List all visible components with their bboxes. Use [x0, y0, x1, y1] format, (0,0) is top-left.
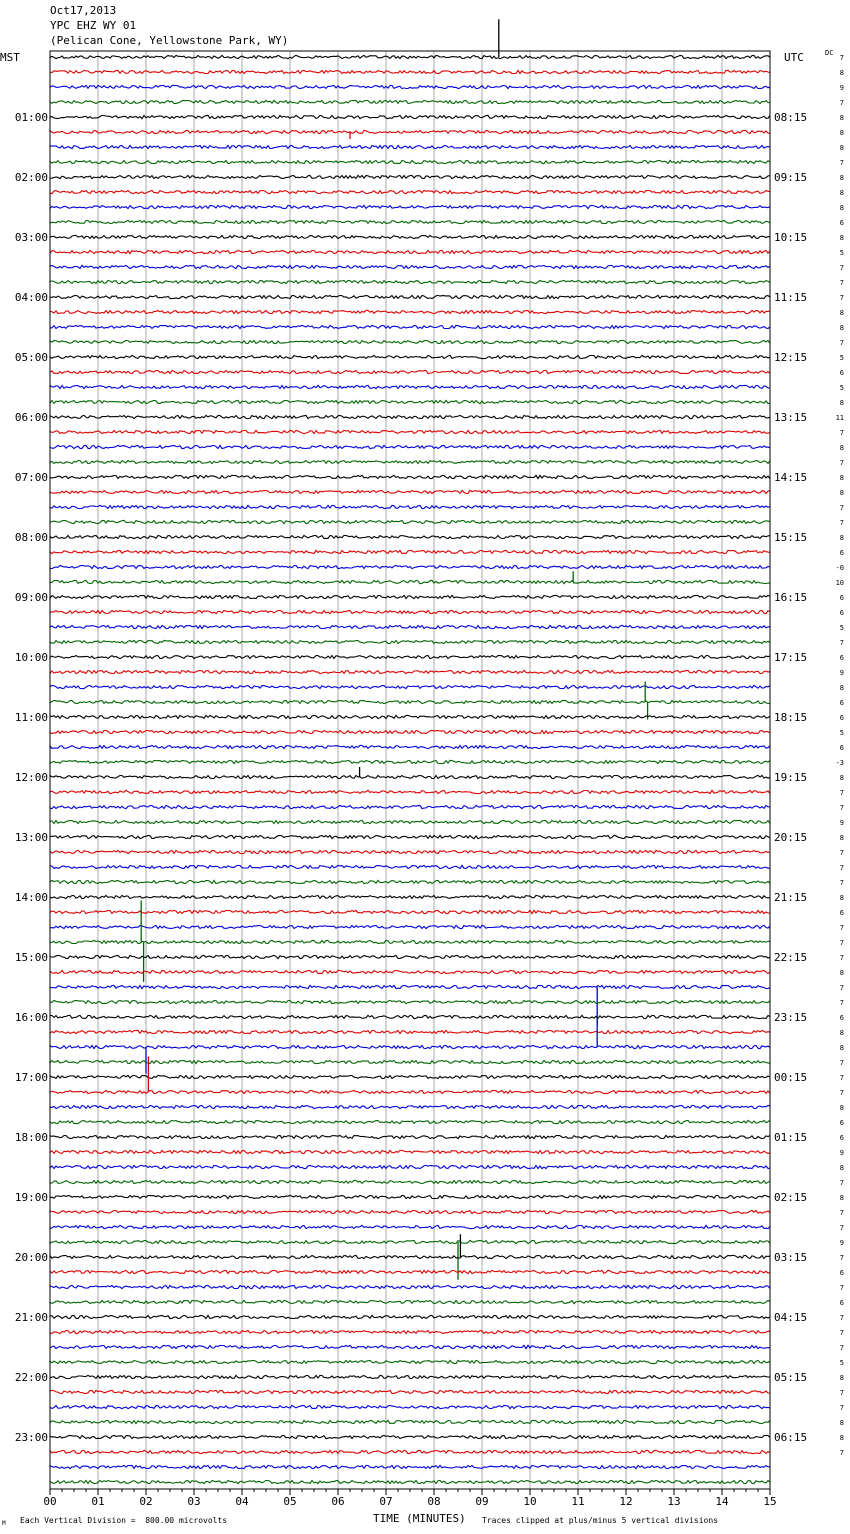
right-hour-label: 02:15	[774, 1191, 808, 1204]
left-hour-label: 23:00	[14, 1431, 48, 1444]
left-hour-label: 05:00	[14, 351, 48, 364]
trace-row	[50, 85, 770, 88]
x-tick-label: 12	[619, 1495, 633, 1508]
dc-offset-header: DC	[825, 49, 834, 57]
left-hour-label: 19:00	[14, 1191, 48, 1204]
dc-offset-value: 7	[839, 1404, 844, 1412]
trace-row	[50, 760, 770, 763]
right-hour-label: 18:15	[774, 711, 808, 724]
dc-offset-value: 6	[839, 1014, 844, 1022]
right-hour-label: 20:15	[774, 831, 808, 844]
trace-row	[50, 190, 770, 193]
x-axis-ticks	[50, 1489, 770, 1495]
right-hour-label: 05:15	[774, 1371, 808, 1384]
trace-row	[50, 1405, 770, 1408]
dc-offset-value: 8	[839, 1164, 844, 1172]
trace-row	[50, 1255, 770, 1258]
trace-row	[50, 1465, 770, 1468]
dc-offset-value: 8	[839, 1029, 844, 1037]
x-tick-label: 05	[283, 1495, 297, 1508]
dc-offset-value: 7	[839, 1224, 844, 1232]
trace-row	[50, 1315, 770, 1318]
left-hour-label: 21:00	[14, 1311, 48, 1324]
left-hour-label: 02:00	[14, 171, 48, 184]
trace-row	[50, 1345, 770, 1348]
trace-row	[50, 1000, 770, 1003]
right-hour-label: 09:15	[774, 171, 808, 184]
trace-row	[50, 925, 770, 928]
x-tick-label: 08	[427, 1495, 441, 1508]
dc-offset-value: 8	[839, 189, 844, 197]
trace-row	[50, 820, 770, 823]
trace-row	[50, 235, 770, 238]
trace-row	[50, 640, 770, 643]
dc-offset-value: 5	[839, 1359, 844, 1367]
dc-offset-value: 8	[839, 1044, 844, 1052]
dc-offset-value: 8	[839, 204, 844, 212]
trace-row	[50, 1180, 770, 1183]
trace-row	[50, 1450, 770, 1453]
dc-offset-value: 7	[839, 1179, 844, 1187]
trace-row	[50, 895, 770, 898]
dc-offset-value: 7	[839, 864, 844, 872]
left-timezone-label: MST	[0, 51, 20, 64]
vertical-scale-note: Each Vertical Division = 800.00 microvolts	[20, 1516, 228, 1525]
dc-offset-value: 7	[839, 519, 844, 527]
right-hour-label: 06:15	[774, 1431, 808, 1444]
dc-offset-value: 7	[839, 804, 844, 812]
dc-offset-value: 8	[839, 894, 844, 902]
dc-offset-value: 6	[839, 909, 844, 917]
corner-mark: M	[2, 1520, 6, 1527]
trace-row	[50, 325, 770, 328]
trace-row	[50, 730, 770, 733]
dc-offset-value: 6	[839, 654, 844, 662]
trace-row	[50, 1015, 770, 1018]
dc-offset-value: 7	[839, 264, 844, 272]
trace-row	[50, 460, 770, 463]
trace-row	[50, 1420, 770, 1423]
trace-row	[50, 280, 770, 283]
trace-row	[50, 295, 770, 298]
left-hour-label: 22:00	[14, 1371, 48, 1384]
trace-row	[50, 1240, 770, 1243]
dc-offset-value: 8	[839, 1194, 844, 1202]
right-hour-label: 03:15	[774, 1251, 808, 1264]
dc-offset-value: 5	[839, 354, 844, 362]
x-tick-label: 13	[667, 1495, 681, 1508]
right-hour-label: 23:15	[774, 1011, 808, 1024]
x-tick-label: 14	[715, 1495, 729, 1508]
dc-offset-value: 7	[839, 939, 844, 947]
trace-row	[50, 850, 770, 853]
trace-row	[50, 805, 770, 808]
right-timezone-label: UTC	[784, 51, 804, 64]
seismic-traces	[50, 19, 770, 1483]
dc-offset-value: 7	[839, 1389, 844, 1397]
left-hour-label: 07:00	[14, 471, 48, 484]
left-hour-label: 16:00	[14, 1011, 48, 1024]
right-hour-label: 16:15	[774, 591, 808, 604]
trace-row	[50, 385, 770, 388]
dc-offset-value: 9	[839, 669, 844, 677]
trace-row	[50, 565, 770, 568]
trace-row	[50, 1390, 770, 1393]
dc-offset-value: 7	[839, 429, 844, 437]
right-hour-label: 15:15	[774, 531, 808, 544]
trace-row	[50, 1330, 770, 1333]
dc-offset-value: 7	[839, 1449, 844, 1457]
x-tick-label: 04	[235, 1495, 249, 1508]
x-tick-label: 09	[475, 1495, 489, 1508]
right-hour-label: 19:15	[774, 771, 808, 784]
left-hour-label: 18:00	[14, 1131, 48, 1144]
dc-offset-value: 9	[839, 84, 844, 92]
x-axis-title: TIME (MINUTES)	[373, 1512, 466, 1525]
right-hour-label: 04:15	[774, 1311, 808, 1324]
dc-offset-value: 7	[839, 954, 844, 962]
trace-row	[50, 205, 770, 208]
dc-offset-value: 7	[839, 789, 844, 797]
dc-offset-value: 7	[839, 924, 844, 932]
x-tick-label: 10	[523, 1495, 537, 1508]
dc-offset-value: 8	[839, 834, 844, 842]
trace-row	[50, 1091, 770, 1094]
trace-row	[50, 775, 770, 778]
trace-row	[50, 715, 770, 718]
trace-row	[50, 1360, 770, 1363]
dc-offset-value: 7	[839, 99, 844, 107]
trace-row	[50, 1045, 770, 1048]
dc-offset-value: 7	[839, 279, 844, 287]
dc-offset-value: 8	[839, 474, 844, 482]
trace-row	[50, 520, 770, 523]
dc-offset-value: 7	[839, 1254, 844, 1262]
trace-row	[50, 70, 770, 73]
trace-row	[50, 1435, 770, 1438]
trace-row	[50, 910, 770, 913]
dc-offset-value: 7	[839, 984, 844, 992]
clip-note: Traces clipped at plus/minus 5 vertical divisions	[482, 1516, 719, 1525]
trace-row	[50, 940, 770, 943]
trace-row	[50, 610, 770, 613]
trace-row	[50, 55, 770, 58]
trace-row	[50, 1060, 770, 1063]
dc-offset-value: 6	[839, 219, 844, 227]
dc-offset-value: 9	[839, 819, 844, 827]
right-hour-label: 17:15	[774, 651, 808, 664]
x-tick-label: 02	[139, 1495, 153, 1508]
trace-row	[50, 340, 770, 343]
left-hour-label: 13:00	[14, 831, 48, 844]
trace-row	[50, 355, 770, 358]
dc-offset-value: 8	[839, 1434, 844, 1442]
trace-row	[50, 700, 770, 703]
trace-row	[50, 1120, 770, 1123]
dc-offset-value: -0	[835, 564, 844, 572]
trace-row	[50, 580, 770, 583]
dc-offset-value: 7	[839, 54, 844, 62]
trace-row	[50, 370, 770, 373]
trace-row	[50, 685, 770, 688]
right-hour-label: 00:15	[774, 1071, 808, 1084]
trace-row	[50, 1225, 770, 1228]
x-tick-label: 06	[331, 1495, 345, 1508]
trace-row	[50, 445, 770, 448]
chart-date: Oct17,2013	[50, 4, 117, 17]
left-hour-label: 03:00	[14, 231, 48, 244]
dc-offset-value: 7	[839, 294, 844, 302]
trace-row	[50, 670, 770, 673]
trace-row	[50, 880, 770, 883]
dc-offset-value: 7	[839, 1284, 844, 1292]
dc-offset-value: 7	[839, 504, 844, 512]
trace-row	[50, 160, 770, 163]
trace-row	[50, 1210, 770, 1213]
left-hour-label: 04:00	[14, 291, 48, 304]
dc-offset-value: 8	[839, 1419, 844, 1427]
left-hour-label: 09:00	[14, 591, 48, 604]
dc-offset-value: -3	[835, 759, 844, 767]
dc-offset-value: 7	[839, 1059, 844, 1067]
dc-offset-value: 8	[839, 534, 844, 542]
dc-offset-value: 6	[839, 744, 844, 752]
dc-offset-value: 7	[839, 849, 844, 857]
dc-offset-value: 7	[839, 1344, 844, 1352]
dc-offset-value: 11	[835, 414, 844, 422]
dc-offset-value: 8	[839, 69, 844, 77]
trace-row	[50, 100, 770, 103]
dc-offset-value: 5	[839, 624, 844, 632]
trace-row	[50, 1135, 770, 1138]
dc-offset-value: 5	[839, 384, 844, 392]
trace-row	[50, 415, 770, 418]
dc-offset-value: 8	[839, 174, 844, 182]
trace-row	[50, 430, 770, 433]
x-tick-label: 03	[187, 1495, 201, 1508]
right-hour-label: 21:15	[774, 891, 808, 904]
trace-row	[50, 835, 770, 838]
trace-row	[50, 475, 770, 478]
left-hour-label: 14:00	[14, 891, 48, 904]
dc-offset-value: 8	[839, 444, 844, 452]
station-location: (Pelican Cone, Yellowstone Park, WY)	[50, 34, 289, 47]
dc-offset-value: 8	[839, 1374, 844, 1382]
dc-offset-value: 8	[839, 969, 844, 977]
trace-row	[50, 400, 770, 403]
trace-row	[50, 1480, 770, 1483]
trace-row	[50, 145, 770, 148]
left-hour-label: 08:00	[14, 531, 48, 544]
right-hour-label: 12:15	[774, 351, 808, 364]
left-hour-label: 17:00	[14, 1071, 48, 1084]
trace-row	[50, 1075, 770, 1078]
left-hour-label: 06:00	[14, 411, 48, 424]
trace-row	[50, 175, 770, 178]
dc-offset-value: 6	[839, 549, 844, 557]
station-title: YPC EHZ WY 01	[50, 19, 137, 32]
dc-offset-value: 8	[839, 309, 844, 317]
dc-offset-value: 7	[839, 1329, 844, 1337]
right-hour-label: 14:15	[774, 471, 808, 484]
dc-offset-value: 8	[839, 144, 844, 152]
dc-offset-value: 8	[839, 774, 844, 782]
dc-offset-value: 9	[839, 1149, 844, 1157]
dc-offset-value: 7	[839, 639, 844, 647]
dc-offset-value: 7	[839, 459, 844, 467]
trace-row	[50, 985, 770, 988]
left-hour-label: 01:00	[14, 111, 48, 124]
trace-row	[50, 656, 770, 659]
right-hour-label: 08:15	[774, 111, 808, 124]
trace-row	[50, 130, 770, 133]
trace-row	[50, 1030, 770, 1033]
right-hour-label: 13:15	[774, 411, 808, 424]
left-hour-label: 10:00	[14, 651, 48, 664]
trace-row	[50, 625, 770, 628]
x-tick-label: 11	[571, 1495, 585, 1508]
dc-offset-value: 6	[839, 699, 844, 707]
trace-row	[50, 1285, 770, 1288]
x-tick-label: 07	[379, 1495, 393, 1508]
trace-row	[50, 1375, 770, 1378]
dc-offset-value: 8	[839, 1104, 844, 1112]
left-hour-label: 11:00	[14, 711, 48, 724]
dc-offset-value: 6	[839, 714, 844, 722]
trace-row	[50, 955, 770, 958]
trace-row	[50, 745, 770, 748]
dc-offset-value: 10	[835, 579, 844, 587]
left-hour-label: 12:00	[14, 771, 48, 784]
dc-offset-value: 6	[839, 1134, 844, 1142]
dc-offset-value: 6	[839, 594, 844, 602]
right-hour-label: 10:15	[774, 231, 808, 244]
trace-row	[50, 310, 770, 313]
trace-row	[50, 220, 770, 223]
trace-row	[50, 505, 770, 508]
trace-row	[50, 115, 770, 118]
dc-offset-value: 8	[839, 129, 844, 137]
left-hour-label: 15:00	[14, 951, 48, 964]
dc-offset-value: 7	[839, 1074, 844, 1082]
dc-offset-value: 7	[839, 1314, 844, 1322]
dc-offset-value: 7	[839, 339, 844, 347]
left-hour-label: 20:00	[14, 1251, 48, 1264]
dc-offset-value: 6	[839, 609, 844, 617]
dc-offset-value: 6	[839, 1119, 844, 1127]
dc-offset-value: 9	[839, 1239, 844, 1247]
dc-offset-value: 7	[839, 1089, 844, 1097]
dc-offset-value: 8	[839, 114, 844, 122]
x-tick-label: 15	[763, 1495, 777, 1508]
trace-row	[50, 1105, 770, 1108]
right-hour-label: 11:15	[774, 291, 808, 304]
dc-offset-value: 7	[839, 999, 844, 1007]
trace-row	[50, 1195, 770, 1198]
dc-offset-value: 8	[839, 324, 844, 332]
x-tick-label: 00	[43, 1495, 57, 1508]
dc-offset-value: 8	[839, 684, 844, 692]
dc-offset-value: 6	[839, 369, 844, 377]
dc-offset-value: 5	[839, 249, 844, 257]
dc-offset-value: 5	[839, 729, 844, 737]
trace-row	[50, 1150, 770, 1153]
trace-row	[50, 970, 770, 973]
trace-row	[50, 1165, 770, 1168]
trace-row	[50, 550, 770, 553]
dc-offset-value: 8	[839, 399, 844, 407]
dc-offset-value: 7	[839, 159, 844, 167]
axis-labels	[15, 54, 844, 1508]
trace-row	[50, 535, 770, 538]
trace-row	[50, 1270, 770, 1273]
right-hour-label: 22:15	[774, 951, 808, 964]
dc-offset-value: 7	[839, 1209, 844, 1217]
trace-row	[50, 265, 770, 268]
trace-row	[50, 490, 770, 493]
dc-offset-value: 8	[839, 234, 844, 242]
dc-offset-value: 8	[839, 489, 844, 497]
trace-row	[50, 595, 770, 598]
trace-row	[50, 865, 770, 868]
right-hour-label: 01:15	[774, 1131, 808, 1144]
dc-offset-value: 6	[839, 1299, 844, 1307]
dc-offset-value: 6	[839, 1269, 844, 1277]
dc-offset-value: 7	[839, 879, 844, 887]
trace-row	[50, 250, 770, 253]
trace-row	[50, 790, 770, 793]
trace-row	[50, 1300, 770, 1303]
x-tick-label: 01	[91, 1495, 105, 1508]
